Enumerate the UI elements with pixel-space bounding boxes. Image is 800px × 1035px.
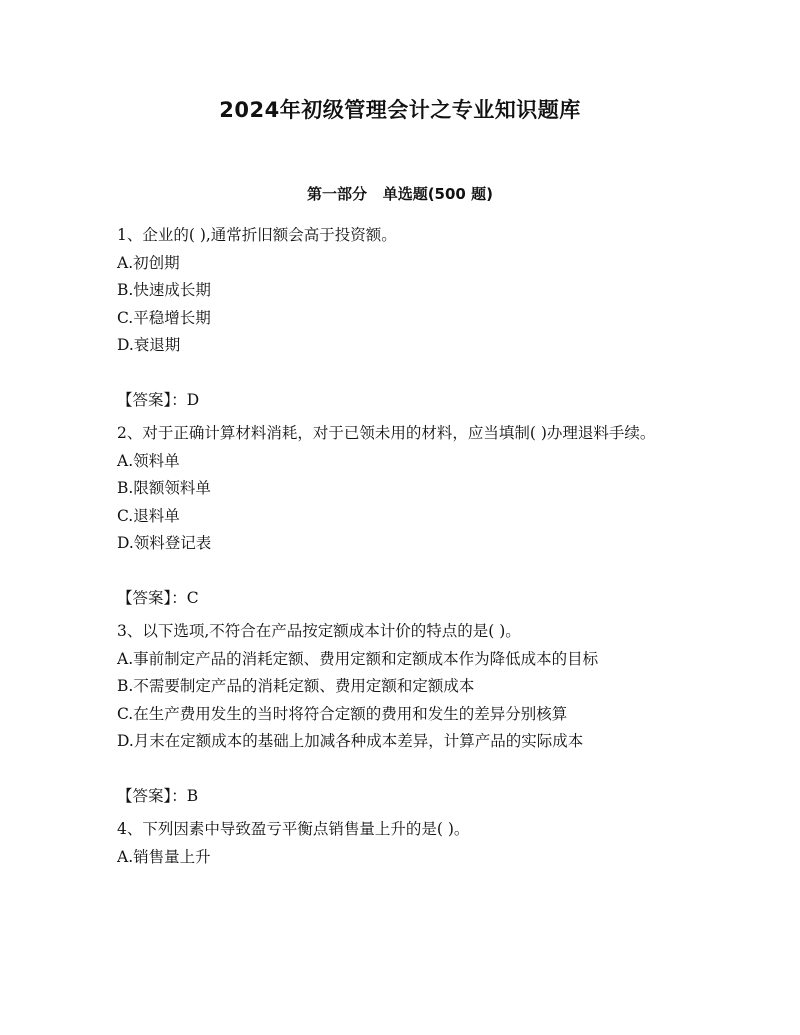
question-answer: 【答案】：C xyxy=(117,588,199,607)
question-option: D.衰退期 xyxy=(117,336,181,354)
question-item xyxy=(117,816,687,871)
question-item xyxy=(117,420,687,612)
question-option: A.销售量上升 xyxy=(117,847,211,866)
question-option: D.月末在定额成本的基础上加减各种成本差异，计算产品的实际成本 xyxy=(117,732,584,750)
section-title: 第一部分 单选题(500 题) xyxy=(307,185,493,203)
question-answer: 【答案】：D xyxy=(117,390,200,409)
question-stem: 4、下列因素中导致盈亏平衡点销售量上升的是( )。 xyxy=(117,820,470,838)
question-item xyxy=(117,222,687,414)
question-option: A.事前制定产品的消耗定额、费用定额和定额成本作为降低成本的目标 xyxy=(117,649,599,668)
question-option: C.退料单 xyxy=(117,506,180,525)
question-stem: 2、对于正确计算材料消耗，对于已领未用的材料，应当填制( )办理退料手续。 xyxy=(117,424,656,442)
question-option: C.在生产费用发生的当时将符合定额的费用和发生的差异分别核算 xyxy=(117,704,568,723)
question-option: B.快速成长期 xyxy=(117,281,211,299)
question-option: C.平稳增长期 xyxy=(117,308,211,327)
question-answer: 【答案】：B xyxy=(117,786,199,805)
question-option: A.初创期 xyxy=(117,253,180,272)
question-option: B.不需要制定产品的消耗定额、费用定额和定额成本 xyxy=(117,677,475,695)
document-title: 2024年初级管理会计之专业知识题库 xyxy=(219,98,581,122)
question-option: A.领料单 xyxy=(117,451,180,470)
question-option: B.限额领料单 xyxy=(117,479,211,497)
question-stem: 1、企业的( ),通常折旧额会高于投资额。 xyxy=(117,226,397,244)
question-list xyxy=(117,222,687,871)
question-item xyxy=(117,618,687,810)
question-option: D.领料登记表 xyxy=(117,534,212,552)
question-stem: 3、以下选项,不符合在产品按定额成本计价的特点的是( )。 xyxy=(117,622,521,640)
